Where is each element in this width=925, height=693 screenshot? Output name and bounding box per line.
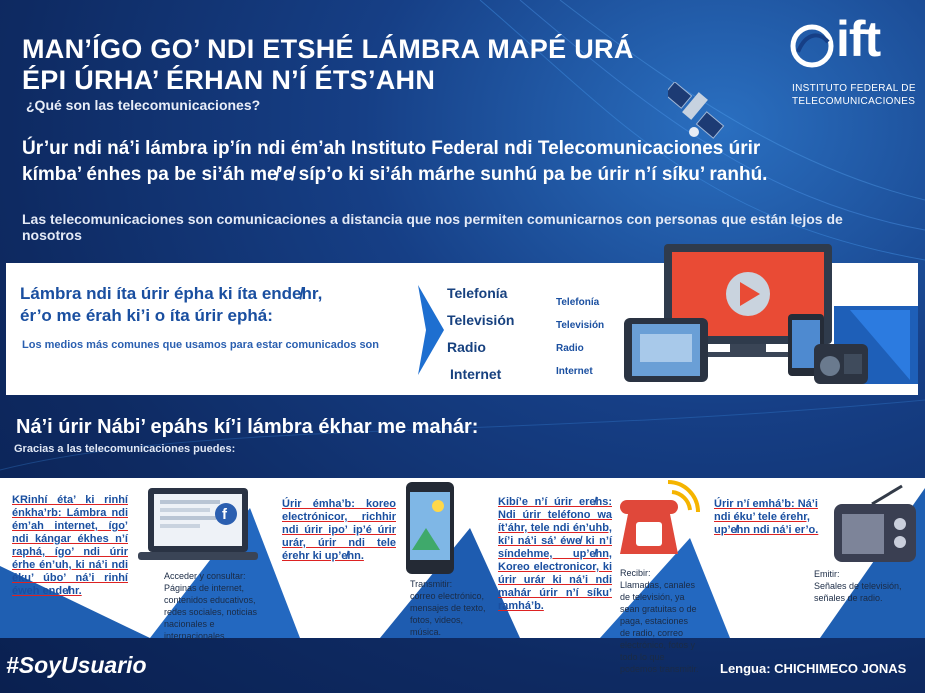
list-item-television: Televisión — [447, 312, 515, 328]
ift-logo — [790, 11, 920, 126]
column4-spanish — [814, 568, 914, 604]
list-item-television-es: Televisión — [556, 320, 605, 331]
list-item-internet: Internet — [450, 366, 502, 382]
section2-native-text: Ná’i úrir Nábi’ epáhs kí’i lámbra ékhar me mahár: — [16, 416, 479, 438]
column3-spanish-head: Recibir: — [620, 568, 651, 578]
devices-illustration — [620, 240, 918, 390]
logo-line-2: TELECOMUNICACIONES — [792, 96, 916, 107]
column4-spanish-head: Emitir: — [814, 569, 840, 579]
list-item-telefonia: Telefonía — [447, 285, 508, 301]
section2-spanish-text: Gracias a las telecomunicaciones puedes: — [14, 443, 236, 455]
laptop-icon — [138, 486, 258, 562]
media-native-line-1: Lámbra ndi íta úrir épha ki íta ende̸hr, — [20, 284, 323, 303]
radio-icon — [814, 344, 868, 384]
media-list-spanish — [556, 291, 604, 383]
svg-text:f: f — [222, 506, 227, 523]
page-subtitle: ¿Qué son las telecomunicaciones? — [26, 97, 261, 113]
intro-spanish-text: Las telecomunicaciones son comunicaciones a distancia que nos permiten comunicarnos con personas que están lejos de nosotros — [22, 211, 843, 243]
media-spanish-text: Los medios más comunes que usamos para estar comunicados son — [22, 339, 380, 351]
column3-spanish — [620, 567, 700, 675]
list-item-internet-es: Internet — [556, 366, 593, 377]
tablet-icon — [624, 318, 708, 382]
column2-spanish — [410, 578, 494, 638]
logo-text: ift — [836, 11, 881, 67]
intro-native-text: Úr’ur ndi ná’i lámbra ip’ín ndi ém’ah Instituto Federal ndi Telecomunicaciones úrir kímba’ énhes pa be si’áh me̸’e̸ síp’o ki si’áh márhe sunhú pa be úrir n’í síku’ ranhú. — [22, 138, 768, 185]
logo-line-1: INSTITUTO FEDERAL DE — [792, 83, 916, 94]
list-item-telefonia-es: Telefonía — [556, 297, 600, 308]
title-line-2: ÉPI ÚRHA’ ÉRHAN N’Í ÉTS’AHN — [22, 65, 436, 95]
phone-photo-icon — [404, 480, 456, 576]
column4-spanish-text: Señales de televisión, señales de radio. — [814, 581, 902, 603]
column3-spanish-text: Llamadas, canales de televisión, ya sean gratuitas o de paga, estaciones de radio, correo electrónico, fotos y todo lo que podemos transmitir. — [620, 580, 699, 674]
hashtag: #SoyUsuario — [6, 652, 147, 678]
list-item-radio: Radio — [447, 339, 486, 355]
telephone-icon — [618, 478, 704, 558]
media-list-native — [447, 280, 514, 388]
column1-spanish-text: Páginas de internet, contenidos educativos, redes sociales, noticias nacionales e internacionales. — [164, 583, 258, 641]
column1-spanish — [164, 570, 274, 642]
list-item-radio-es: Radio — [556, 343, 584, 354]
title-line-1: MAN’ÍGO GO’ NDI ETSHÉ LÁMBRA MAPÉ URÁ — [22, 34, 634, 64]
chevron-right-icon — [418, 285, 444, 375]
column2-native-text: Úrir émha’b: koreo electrónicor, richhir ndi úrir ipo’ ip’é úrir urár, úrir ndi tele érehr ki up’e̸hn. — [282, 498, 396, 562]
column4-native-text: Úrir n’í emhá’b: Ná’i ndi éku’ tele érehr, up’e̸hn ndi ná’i er’o. — [714, 498, 819, 536]
media-native-text — [20, 283, 410, 327]
column2-spanish-text: correo electrónico, mensajes de texto, fotos, videos, música. — [410, 591, 486, 637]
column1-spanish-head: Acceder y consultar: — [164, 571, 246, 581]
media-native-line-2: ér’o me érah ki’i o íta úrir ephá: — [20, 306, 273, 325]
column3-native-text: Kibí’e n’í úrir ere̸hs: Ndi úrir teléfono wa ít’áhr, tele ndi én’uhb, kí’i ná’i sá’ éwe̸ ki n’í síndehme, up’e̸hn, Koreo electronicor, ki úrir urár ki ná’i ndi mahár úrir n’í síku’ ramhá’b. — [498, 496, 612, 612]
column2-spanish-head: Transmitir: — [410, 579, 453, 589]
column1-native-text: KRinhí éta’ ki rinhí énkha’rb: Lámbra ndi ém’ah internet, ígo’ ndi kángar ékhes n’í raphá, ígo’ ndi úrir érhe én’uh, ki ná’i ndi éku’ úbo’ ná’i rinhí éweh ende̸hr. — [12, 494, 128, 597]
language-label: Lengua: CHICHIMECO JONAS — [720, 661, 907, 676]
ift-logo-icon — [790, 18, 836, 74]
radio-receiver-icon — [832, 484, 918, 564]
